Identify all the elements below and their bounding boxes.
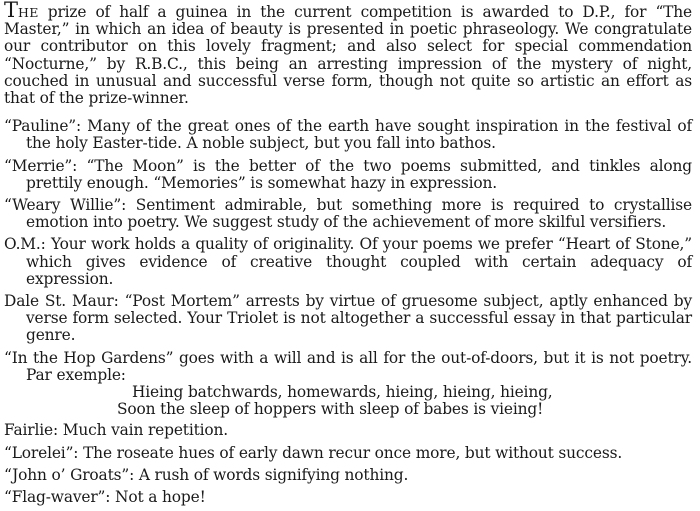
verse-line: Hieing batchwards, homewards, hieing, hieing, hieing,: [132, 383, 553, 402]
critique-entry-weary-willie: “Weary Willie”: Sentiment admirable, but something more is required to crystallise emotion into poetry. We suggest study of the achievement of more skilful versifiers.: [4, 196, 692, 232]
intro-paragraph: [4, 2, 692, 107]
verse-line: Soon the sleep of hoppers with sleep of babes is vieing!: [117, 400, 544, 419]
critique-entry-pauline: “Pauline”: Many of the great ones of the earth have sought inspiration in the festival of the holy Easter-tide. A noble subject, but you fall into bathos.: [4, 117, 692, 153]
critique-entry-lorelei: “Lorelei”: The roseate hues of early dawn recur once more, but without success.: [4, 443, 623, 462]
article-body: [4, 2, 692, 511]
intro-dropcap: T: [4, 0, 19, 22]
critique-entry-merrie: “Merrie”: “The Moon” is the better of the two poems submitted, and tinkles along prettily enough. “Memories” is somewhat hazy in expression.: [4, 156, 692, 192]
intro-smallcaps: HE: [18, 5, 39, 20]
critique-entry-john-o-groats: “John o’ Groats”: A rush of words signifying nothing.: [4, 465, 409, 484]
critique-entry-hop-gardens: “In the Hop Gardens” goes with a will and is all for the out-of-doors, but it is not poetry. Par exemple:: [4, 348, 692, 384]
intro-text: prize of half a guinea in the current competition is awarded to D.P., for “The Master,” in which an idea of beauty is presented in poetic phraseology. We congratulate our contributor on this lovely fragment; and also select for special commendation “Nocturne,” by R.B.C., this being an arresting impression of the mystery of night, couched in unusual and successful verse form, though not quite so artistic an effort as that of the prize-winner.: [4, 3, 692, 108]
critique-entry-flag-waver: “Flag-waver”: Not a hope!: [4, 488, 206, 507]
critique-entry-fairlie: Fairlie: Much vain repetition.: [4, 421, 229, 440]
critique-entry-dale-st-maur: Dale St. Maur: “Post Mortem” arrests by virtue of gruesome subject, aptly enhanced by verse form selected. Your Triolet is not altogether a successful essay in that particular genre.: [4, 292, 692, 345]
verse-quote: [4, 384, 692, 418]
critique-entry-om: O.M.: Your work holds a quality of originality. Of your poems we prefer “Heart of Stone,” which gives evidence of creative thought coupled with certain adequacy of expression.: [4, 235, 692, 288]
